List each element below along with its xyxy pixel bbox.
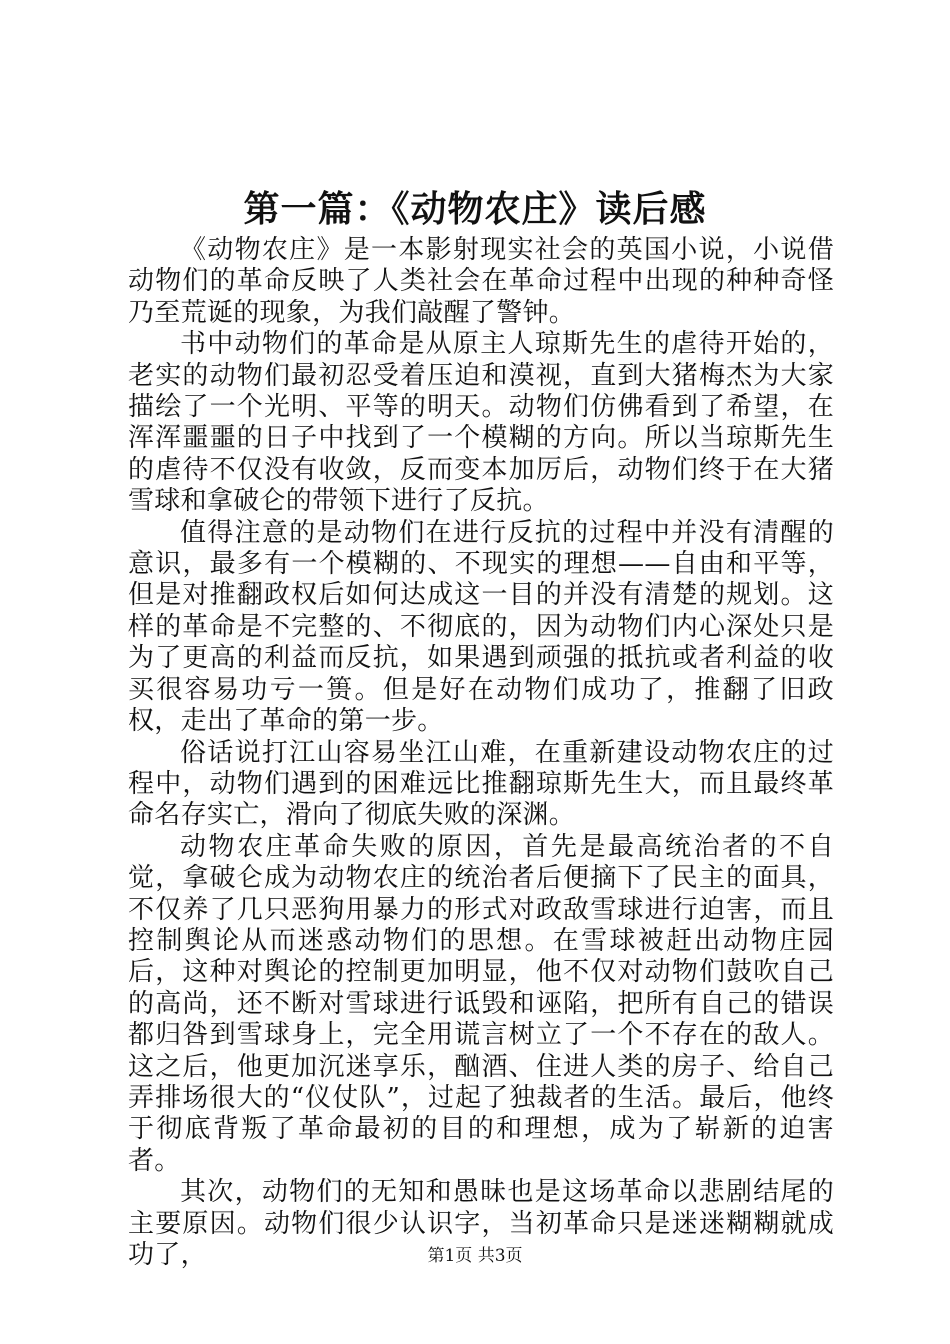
paragraph-5: 动物农庄革命失败的原因，首先是最高统治者的不自觉，拿破仑成为动物农庄的统治者后便摘下了民主的面具，不仅养了几只恶狗用暴力的形式对政敌雪球进行迫害，而且控制舆论从而迷惑动物们的思想。在雪球被赶出动物庄园后，这种对舆论的控制更加明显，他不仅对动物们鼓吹自己的高尚，还不断对雪球进行诋毁和诬陷，把所有自己的错误都归咎到雪球身上，完全用谎言树立了一个不存在的敌人。这之后，他更加沉迷享乐，酗酒、住进人类的房子、给自己弄排场很大的“仪仗队”，过起了独裁者的生活。最后，他终于彻底背叛了革命最初的目的和理想，成为了崭新的迫害者。: [128, 831, 834, 1176]
document-body: [128, 235, 834, 1271]
page-title: 第一篇：《动物农庄》读后感: [243, 188, 707, 230]
paragraph-3: 值得注意的是动物们在进行反抗的过程中并没有清醒的意识，最多有一个模糊的、不现实的理想——自由和平等，但是对推翻政权后如何达成这一目的并没有清楚的规划。这样的革命是不完整的、不彻底的，因为动物们内心深处只是为了更高的利益而反抗，如果遇到顽强的抵抗或者利益的收买很容易功亏一篑。但是好在动物们成功了，推翻了旧政权，走出了革命的第一步。: [128, 517, 834, 737]
paragraph-4: 俗话说打江山容易坐江山难，在重新建设动物农庄的过程中，动物们遇到的困难远比推翻琼斯先生大，而且最终革命名存实亡，滑向了彻底失败的深渊。: [128, 737, 834, 831]
paragraph-2: 书中动物们的革命是从原主人琼斯先生的虐待开始的，老实的动物们最初忍受着压迫和漠视，直到大猪梅杰为大家描绘了一个光明、平等的明天。动物们仿佛看到了希望，在浑浑噩噩的日子中找到了一个模糊的方向。所以当琼斯先生的虐待不仅没有收敛，反而变本加厉后，动物们终于在大猪雪球和拿破仑的带领下进行了反抗。: [128, 329, 834, 517]
paragraph-6: 其次，动物们的无知和愚昧也是这场革命以悲剧结尾的主要原因。动物们很少认识字，当初革命只是迷迷糊糊就成功了，: [128, 1177, 834, 1270]
page-number-footer: 第1页 共3页: [427, 1246, 523, 1266]
paragraph-1: 《动物农庄》是一本影射现实社会的英国小说，小说借动物们的革命反映了人类社会在革命过程中出现的种种奇怪乃至荒诞的现象，为我们敲醒了警钟。: [128, 235, 834, 328]
